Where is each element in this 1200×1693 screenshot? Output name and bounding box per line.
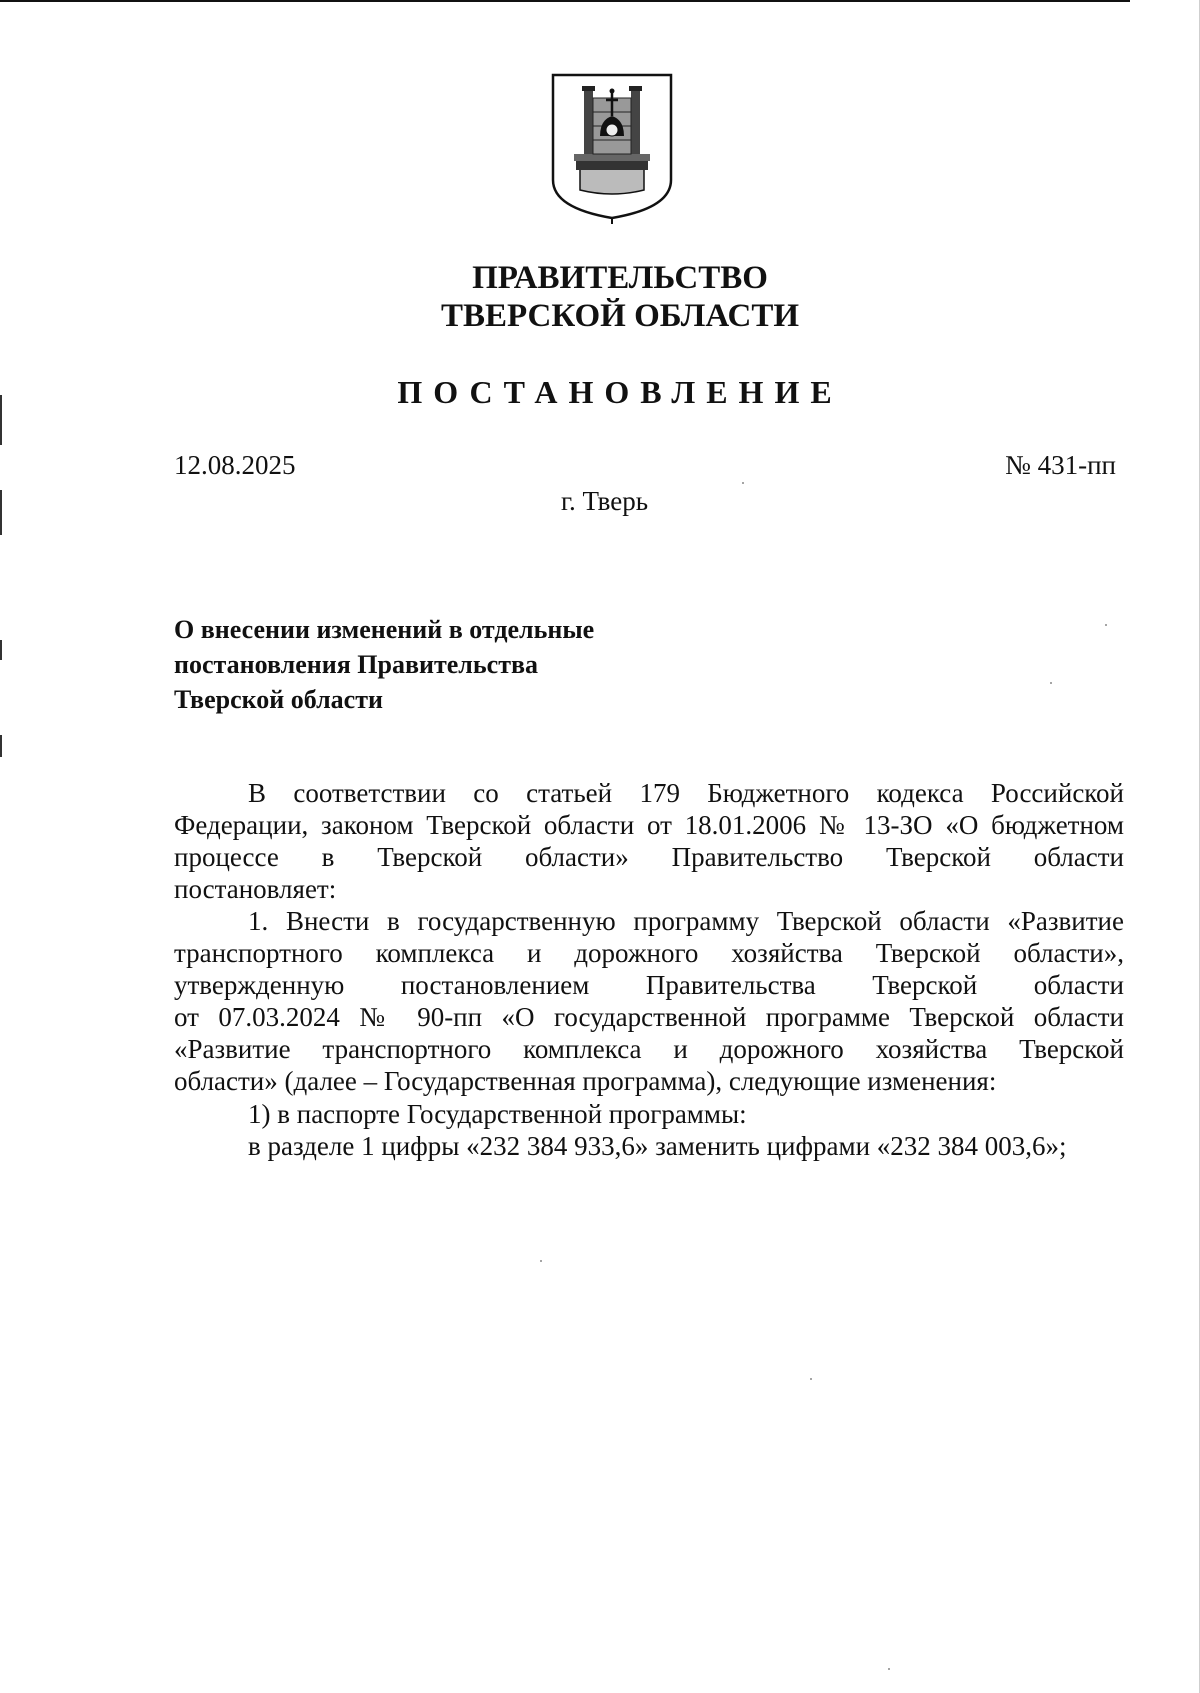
text-line: В соответствии со статьей 179 Бюджетного кодекса Российской bbox=[248, 778, 1124, 808]
subject-line: Тверской области bbox=[174, 685, 383, 714]
scan-speck bbox=[810, 1378, 812, 1380]
text-line: «Развитие транспортного комплекса и дорожного хозяйства Тверской bbox=[174, 1034, 1124, 1064]
government-title-line-1: ПРАВИТЕЛЬСТВО bbox=[472, 260, 768, 296]
text-line: 1. Внести в государственную программу Тверской области «Развитие bbox=[248, 906, 1124, 936]
scan-edge-top bbox=[0, 0, 1130, 2]
document-city: г. Тверь bbox=[561, 486, 649, 516]
scan-speck bbox=[540, 1260, 542, 1262]
document-number: № 431-пп bbox=[1005, 450, 1116, 480]
text-line: от 07.03.2024 № 90-пп «О государственной программе Тверской области bbox=[174, 1002, 1124, 1032]
text-line: процессе в Тверской области» Правительство Тверской области bbox=[174, 842, 1124, 872]
text-line: Федерации, законом Тверской области от 18.01.2006 № 13-ЗО «О бюджетном bbox=[174, 810, 1124, 840]
scan-speck bbox=[1105, 624, 1107, 626]
document-type: ПОСТАНОВЛЕНИЕ bbox=[397, 374, 843, 410]
text-line: утвержденную постановлением Правительства Тверской области bbox=[174, 970, 1124, 1000]
subject-line: О внесении изменений в отдельные bbox=[174, 615, 595, 644]
text-line: 1) в паспорте Государственной программы: bbox=[248, 1099, 747, 1129]
scan-margin-mark bbox=[0, 640, 2, 660]
scan-margin-mark bbox=[0, 735, 2, 757]
subject-line: постановления Правительства bbox=[174, 650, 538, 679]
clause-1-paragraph bbox=[174, 905, 1124, 1097]
document-date: 12.08.2025 bbox=[174, 450, 296, 480]
scan-margin-mark bbox=[0, 490, 2, 535]
text-line: транспортного комплекса и дорожного хозяйства Тверской области», bbox=[174, 938, 1124, 968]
subclause-1-paragraph bbox=[174, 1098, 1124, 1130]
preamble-paragraph bbox=[174, 777, 1124, 905]
government-title-line-2: ТВЕРСКОЙ ОБЛАСТИ bbox=[440, 298, 800, 334]
text-line: области» (далее – Государственная программа), следующие изменения: bbox=[174, 1066, 997, 1096]
scan-speck bbox=[742, 482, 744, 484]
document-subject bbox=[174, 612, 594, 717]
text-line: постановляет: bbox=[174, 874, 337, 904]
scan-speck bbox=[888, 1668, 890, 1670]
text-line: в разделе 1 цифры «232 384 933,6» заменить цифрами «232 384 003,6»; bbox=[248, 1131, 1067, 1161]
scan-speck bbox=[1050, 682, 1052, 684]
tver-coat-of-arms-icon bbox=[550, 72, 674, 226]
amendment-paragraph bbox=[174, 1130, 1124, 1162]
